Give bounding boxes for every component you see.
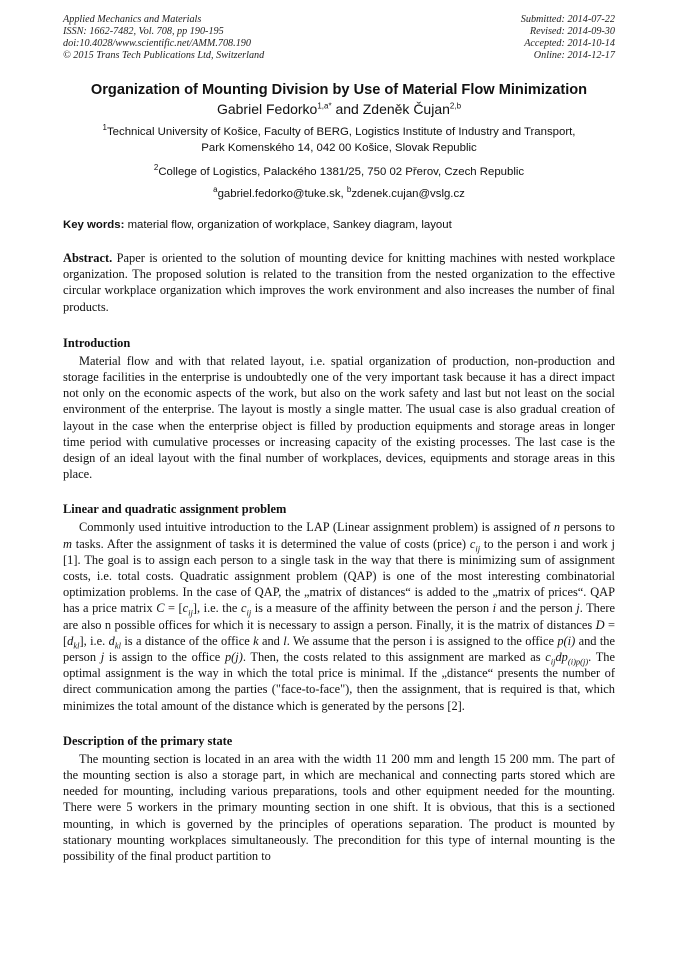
assignment-problem-paragraph: Commonly used intuitive introduction to the LAP (Linear assignment problem) is assigned of n persons to m tasks. After the assignment of tasks it is determined the value of costs (price) $c_{ij}$ to the person i and work j [1]. The goal is to assign each person to a single task in the way that there is minimizing sum of assignment costs, i.e. total costs. Quadratic assignment problem (QAP) is one of the most interesting combinatorial optimization problems. In the case of QAP, the „matrix of distances“ is added to the „matrix of prices“. QAP has a price matrix $C = [c_{ij}]$, i.e. the $c_{ij}$ is a measure of the affinity between the person i and the person j. There are also n possible offices for which it is necessary to assign a person. Finally, it is the matrix of distances $D = [d_{kl}]$, i.e. $d_{kl}$ is a distance of the office k and l. We assume that the person i is assigned to the office p(i) and the person j is assign to the office p(j). Then, the costs related to this assignment are marked as $c_{ij}dp_{(i)p(j)}$. The optimal assignment is the way in which the total price is minimal. If the „distance“ presents the number of direct communication among the parties ("face-to-face"), then the assignment, that is required is that, which minimizes the total amount of the distance which is generated by the persons [2]. [63, 520, 616, 713]
assignment-problem-heading: Linear and quadratic assignment problem [63, 502, 287, 517]
keywords-text: material flow, organization of workplace, Sankey diagram, layout [124, 219, 452, 231]
introduction-heading: Introduction [63, 335, 131, 350]
author-emails [63, 186, 615, 202]
affiliation-1-line-1: Technical University of Košice, Faculty of BERG, Logistics Institute of Industry and Transport, [106, 126, 576, 138]
paper-title: Organization of Mounting Division by Use of Material Flow Minimization [90, 82, 588, 98]
revised-date: Revised: 2014-09-30 [529, 26, 615, 37]
submission-dates [521, 14, 615, 62]
submitted-date: Submitted: 2014-07-22 [520, 14, 615, 25]
email-b-mark: b [346, 185, 352, 195]
email-b: zdenek.cujan@vslg.cz [351, 188, 465, 200]
publication-header [63, 14, 615, 62]
email-a-mark: a [213, 185, 218, 195]
paper-page [63, 14, 615, 864]
affiliation-1-line-2: Park Komenského 14, 042 00 Košice, Slovak Republic [201, 142, 477, 154]
abstract-text: Paper is oriented to the solution of mounting device for knitting machines with nested workplace organization. The proposed solution is related to the transition from the nested organization to the effective circular workplace organization which improves the work environment and also increases the number of final products. [63, 251, 615, 314]
author-1-affiliation-mark: 1,a* [317, 101, 332, 111]
issn-line: ISSN: 1662-7482, Vol. 708, pp 190-195 [63, 26, 224, 37]
author-conjunction: and [331, 101, 363, 117]
accepted-date: Accepted: 2014-10-14 [524, 38, 615, 49]
abstract-label: Abstract. [63, 251, 113, 265]
email-a: gabriel.fedorko@tuke.sk, [217, 188, 347, 200]
author-2: Zdeněk Čujan [362, 101, 450, 117]
affiliation-1 [63, 124, 615, 156]
primary-state-heading: Description of the primary state [63, 733, 233, 748]
affiliation-2-mark: 2 [153, 163, 159, 173]
affiliation-2 [63, 164, 615, 180]
affiliation-1-mark: 1 [102, 123, 107, 133]
journal-name: Applied Mechanics and Materials [63, 14, 202, 25]
introduction-section [63, 335, 615, 483]
doi-line: doi:10.4028/www.scientific.net/AMM.708.190 [63, 38, 251, 49]
primary-state-paragraph: The mounting section is located in an area with the width 11 200 mm and length 15 200 mm. The part of the mounting section is also a storage part, in which are mechanical and connecting parts stored which are needed for mounting, including various preparations, tools and other equipment needed for the mounting. There were 5 workers in the primary mounting section in one shift. It is obvious, that this is a sectioned mounting, in which is governed by the principles of operations separation. The product is mounted by stationary mounting workplaces simultaneously. The precondition for this type of internal mounting is the possibility of the final product partition to [63, 751, 615, 864]
journal-info [63, 14, 264, 62]
introduction-paragraph: Material flow and with that related layout, i.e. spatial organization of production, non-production and storage facilities in the enterprise is undoubtedly one of the very important task because it has a direct impact not only on the economic aspects of the work, but also on the work safety and last but not least on the social environment of the enterprise. The layout is mostly a single matter. The usual case is also gradual creation of layout in the case when the enterprise object is filled by production equipments and storage areas in longer time period with cumulative processes or increasing capacity of the existing processes. The last case is the design of an ideal layout with the final number of workplaces, devices, equipments and storage areas in this place. [63, 353, 615, 482]
author-1: Gabriel Fedorko [216, 101, 318, 117]
keywords [63, 217, 615, 233]
author-2-affiliation-mark: 2,b [449, 101, 462, 111]
keywords-label: Key words: [63, 219, 125, 231]
assignment-problem-section [63, 501, 615, 713]
affiliation-2-text: College of Logistics, Palackého 1381/25, 750 02 Přerov, Czech Republic [158, 166, 525, 178]
online-date: Online: 2014-12-17 [533, 50, 615, 61]
abstract [63, 250, 615, 315]
author-line [63, 100, 615, 119]
copyright-line: © 2015 Trans Tech Publications Ltd, Switzerland [63, 50, 265, 61]
primary-state-section [63, 733, 615, 864]
